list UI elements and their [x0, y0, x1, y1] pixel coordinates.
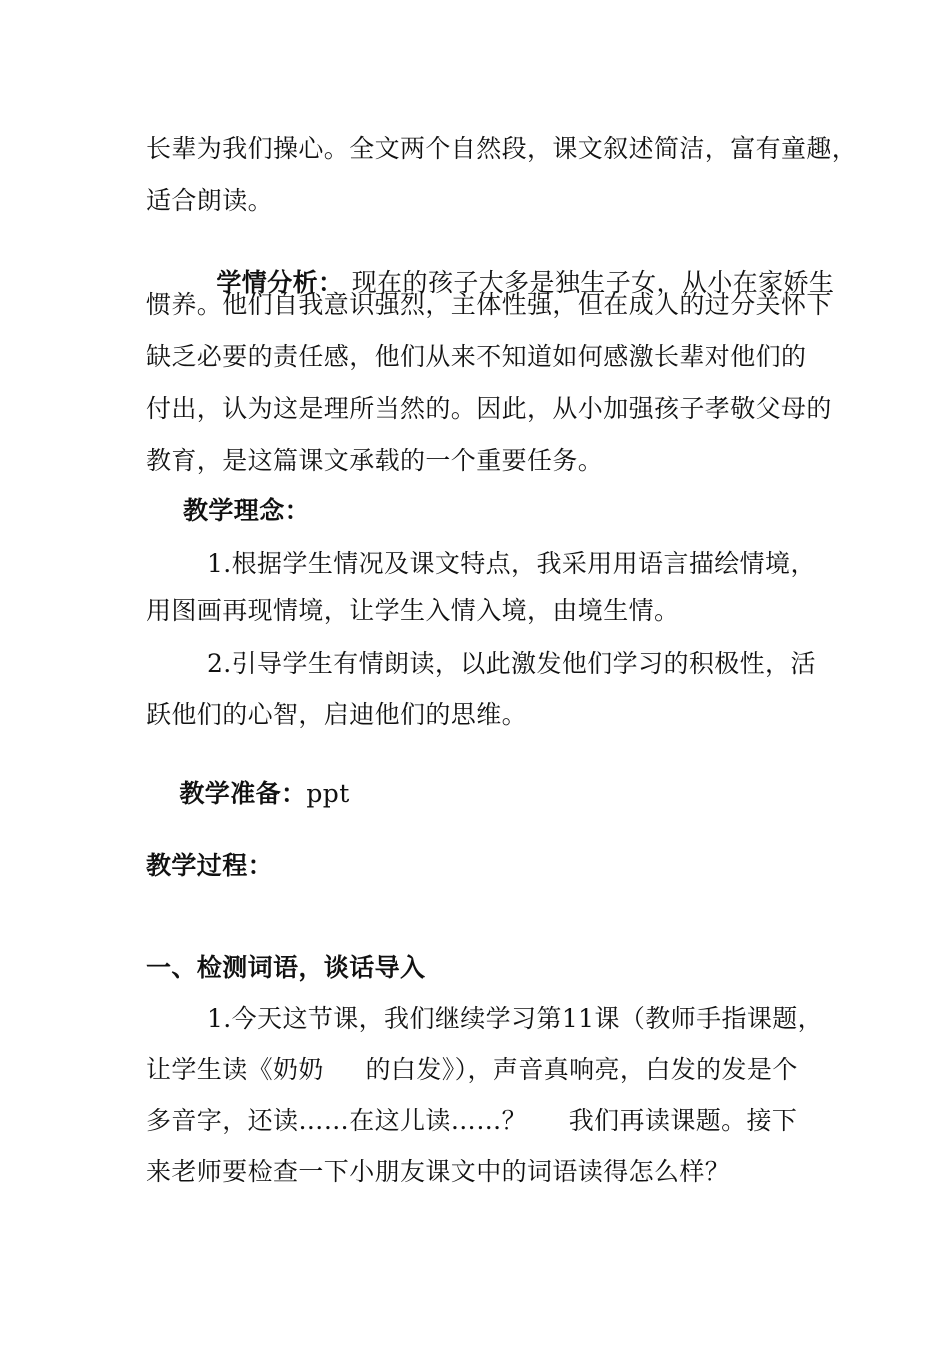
section-1-line-3: 多音字，还读……在这儿读……？ 我们再读课题。接下 — [146, 1106, 798, 1135]
teaching-process-heading: 教学过程： — [146, 851, 274, 880]
philosophy-item-1-line-1: 1.根据学生情况及课文特点，我采用用语言描绘情境， — [207, 549, 816, 578]
learner-analysis-line-3: 缺乏必要的责任感，他们从来不知道如何感激长辈对他们的 — [146, 342, 807, 371]
philosophy-item-2-line-1: 2.引导学生有情朗读，以此激发他们学习的积极性，活 — [207, 649, 816, 678]
section-1-line-2: 让学生读《奶奶 的白发》），声音真响亮，白发的发是个 — [146, 1055, 798, 1084]
teaching-prep-heading: 教学准备： — [179, 779, 307, 808]
learner-analysis-line-2: 惯养。他们自我意识强烈，主体性强，但在成人的过分关怀下 — [146, 290, 832, 319]
teaching-prep-paragraph — [146, 749, 350, 839]
philosophy-item-2-line-2: 跃他们的心智，启迪他们的思维。 — [146, 700, 528, 729]
section-1-line-4: 来老师要检查一下小朋友课文中的词语读得怎么样？ — [146, 1157, 731, 1186]
section-1-line-1: 1.今天这节课，我们继续学习第11课（教师手指课题， — [207, 1004, 824, 1033]
teaching-prep-value: ppt — [306, 779, 350, 808]
section-1-heading: 一、检测词语，谈话导入 — [146, 953, 426, 982]
intro-line-2: 适合朗读。 — [146, 186, 274, 215]
intro-line-1: 长辈为我们操心。全文两个自然段，课文叙述简洁，富有童趣， — [146, 134, 858, 163]
learner-analysis-text: 现在的孩子大多是独生子女，从小在家娇生 — [343, 268, 835, 297]
learner-analysis-line-5: 教育，是这篇课文承载的一个重要任务。 — [146, 446, 604, 475]
philosophy-item-1-line-2: 用图画再现情境，让学生入情入境，由境生情。 — [146, 596, 680, 625]
teaching-philosophy-heading: 教学理念： — [183, 496, 311, 525]
learner-analysis-line-4: 付出，认为这是理所当然的。因此，从小加强孩子孝敬父母的 — [146, 394, 832, 423]
learner-analysis-heading: 学情分析： — [216, 268, 344, 297]
